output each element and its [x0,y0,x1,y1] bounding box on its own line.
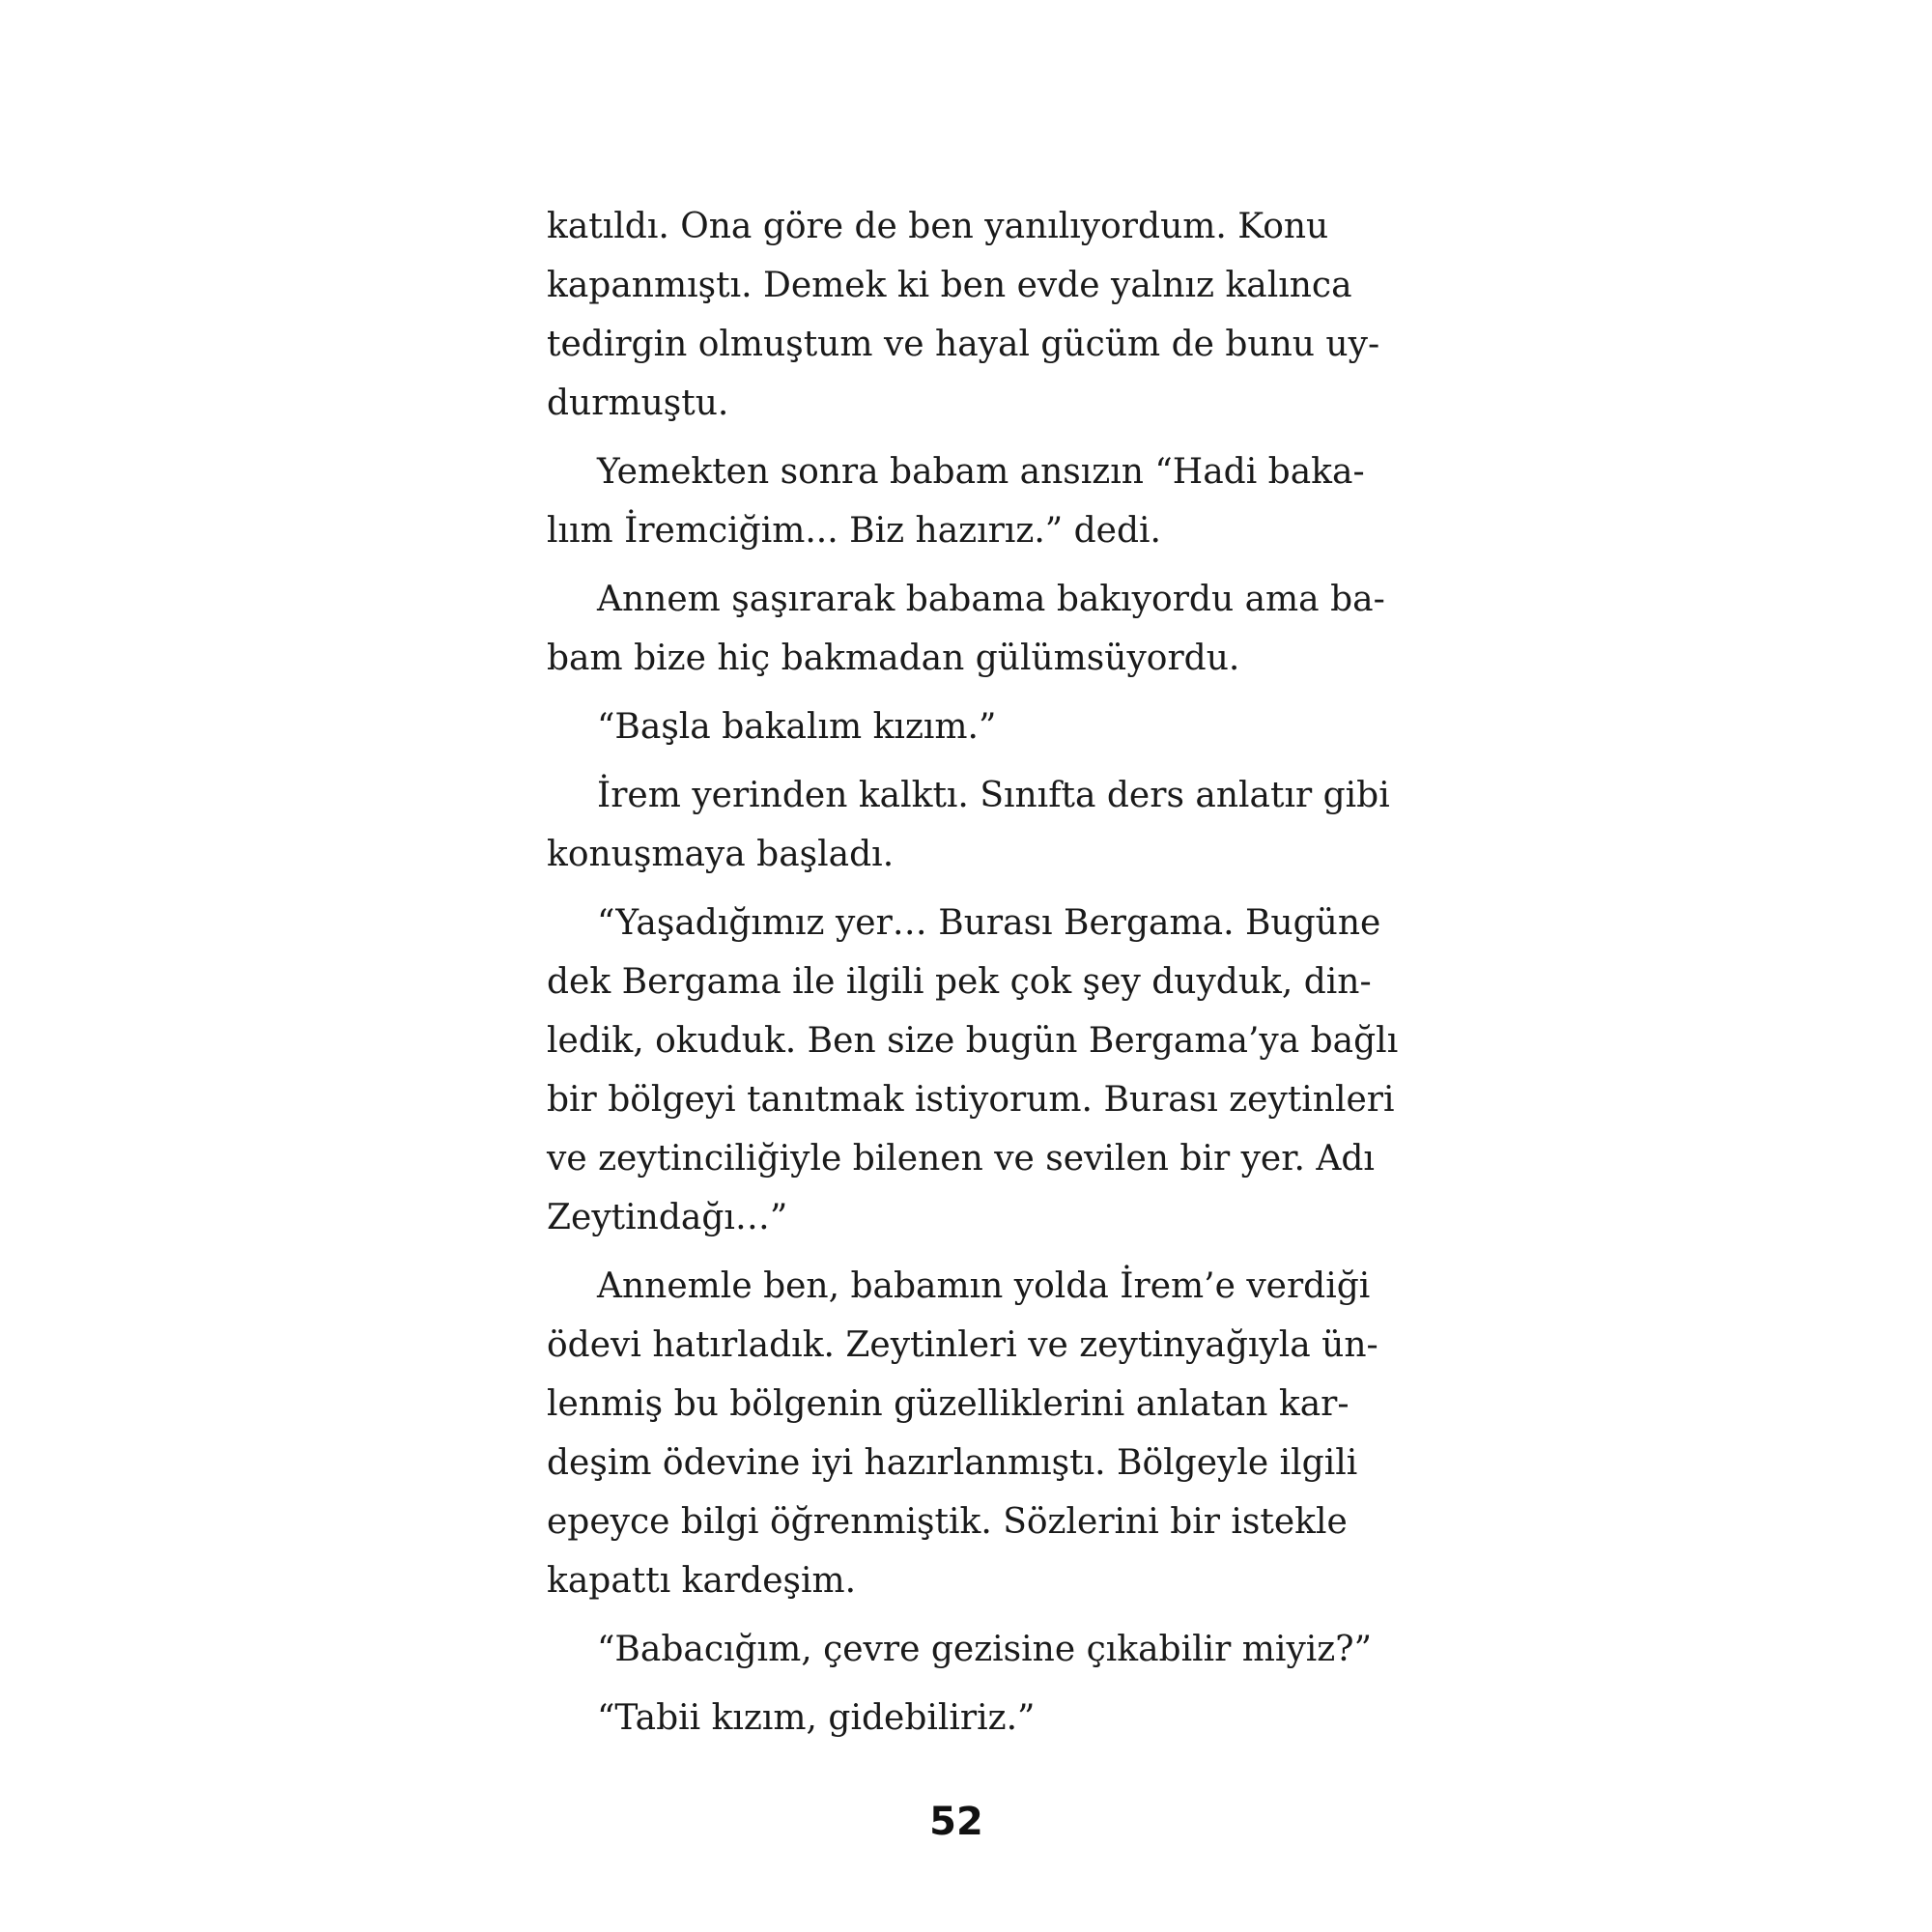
text-line: ödevi hatırladık. Zeytinleri ve zeytinyağıyla ün- [547,1325,1378,1365]
text-line: kapattı kardeşim. [547,1561,857,1601]
paragraph [547,197,1380,433]
text-line: konuşmaya başladı. [547,835,895,874]
text-line: ledik, okuduk. Ben size bugün Bergama’ya bağlı [547,1021,1399,1061]
text-line: bir bölgeyi tanıtmak istiyorum. Burası zeytinleri [547,1080,1395,1120]
text-line: lenmiş bu bölgenin güzelliklerini anlatan kar- [547,1384,1350,1424]
paragraph [547,1689,1366,1747]
page-number: 52 [929,1800,983,1844]
text-line: Yemekten sonra babam ansızın “Hadi baka- [597,452,1365,492]
text-line: “Tabii kızım, gidebiliriz.” [597,1698,1036,1738]
text-line: lıım İremciğim... Biz hazırız.” dedi. [547,511,1161,551]
text-line: dek Bergama ile ilgili pek çok şey duyduk, din- [547,962,1372,1002]
text-line: bam bize hiç bakmadan gülümsüyordu. [547,639,1240,678]
text-line: Zeytindağı…” [547,1198,788,1237]
paragraph [547,894,1399,1247]
paragraph [547,1620,1372,1679]
text-line: İrem yerinden kalktı. Sınıfta ders anlatır gibi [597,776,1390,815]
text-line: “Babacığım, çevre gezisine çıkabilir miyiz?” [597,1630,1372,1669]
text-line: deşim ödevine iyi hazırlanmıştı. Bölgeyle ilgili [547,1443,1358,1483]
paragraph [547,1257,1378,1610]
text-line: tedirgin olmuştum ve hayal gücüm de bunu uy- [547,325,1380,364]
text-line: katıldı. Ona göre de ben yanılıyordum. Konu [547,207,1329,246]
text-line: Annemle ben, babamın yolda İrem’e verdiği [597,1266,1371,1306]
paragraph [547,766,1390,884]
paragraph [547,697,1366,756]
text-line: durmuştu. [547,384,729,423]
text-line: epeyce bilgi öğrenmiştik. Sözlerini bir istekle [547,1502,1348,1542]
text-line: ve zeytinciliğiyle bilenen ve sevilen bir yer. Adı [547,1139,1375,1179]
paragraph [547,570,1385,688]
text-line: kapanmıştı. Demek ki ben evde yalnız kalınca [547,266,1352,305]
text-line: “Başla bakalım kızım.” [597,707,997,747]
text-line: “Yaşadığımız yer… Burası Bergama. Bugüne [597,903,1381,943]
paragraph [547,442,1366,560]
book-page-text [547,197,1399,1757]
text-line: Annem şaşırarak babama bakıyordu ama ba- [597,580,1385,619]
